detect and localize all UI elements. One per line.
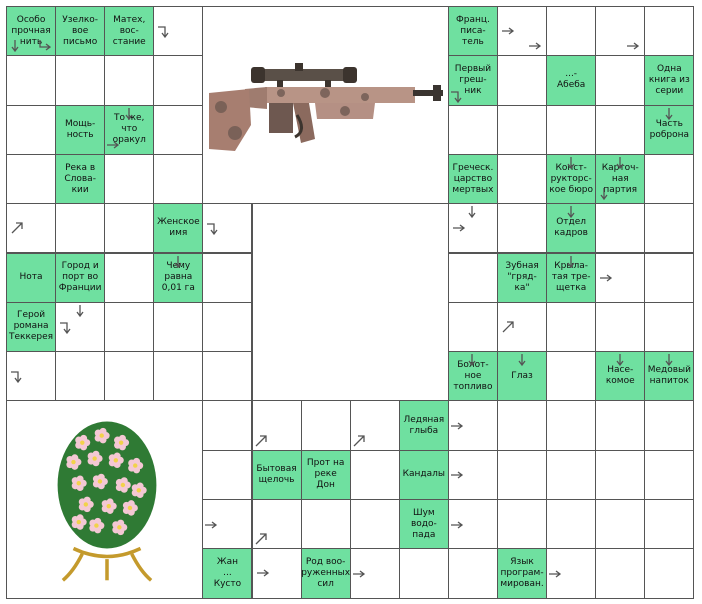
clue-cell: Первый греш- ник — [448, 55, 498, 105]
answer-cell[interactable] — [350, 548, 400, 598]
blank-block — [252, 203, 449, 401]
rifle-scope — [251, 63, 357, 88]
clue-cell: Мощь- ность — [55, 105, 105, 155]
answer-cell[interactable] — [644, 6, 694, 56]
clue-cell: Чему равна 0,01 га — [153, 253, 203, 303]
clue-cell: Прот на реке Дон — [301, 450, 351, 500]
answer-cell[interactable] — [153, 105, 203, 155]
clue-cell: Крыла- тая тре- щетка — [546, 253, 596, 303]
answer-cell[interactable] — [497, 400, 547, 450]
answer-cell[interactable] — [153, 6, 203, 56]
clue-cell: Греческ. царство мертвых — [448, 154, 498, 204]
answer-cell[interactable] — [497, 55, 547, 105]
clue-cell: Франц. писа- тель — [448, 6, 498, 56]
clue-cell: Медовый напиток — [644, 351, 694, 401]
answer-cell[interactable] — [202, 450, 252, 500]
answer-cell[interactable] — [448, 302, 498, 352]
answer-cell[interactable] — [104, 351, 154, 401]
answer-cell[interactable] — [301, 400, 351, 450]
answer-cell[interactable] — [202, 203, 252, 253]
egg-picture — [6, 400, 203, 598]
answer-cell[interactable] — [448, 203, 498, 253]
answer-cell[interactable] — [644, 450, 694, 500]
answer-cell[interactable] — [497, 450, 547, 500]
answer-cell[interactable] — [497, 154, 547, 204]
answer-cell[interactable] — [104, 203, 154, 253]
answer-cell[interactable] — [448, 450, 498, 500]
answer-cell[interactable] — [546, 400, 596, 450]
answer-cell[interactable] — [546, 105, 596, 155]
answer-cell[interactable] — [497, 302, 547, 352]
answer-cell[interactable] — [644, 253, 694, 303]
answer-cell[interactable] — [497, 499, 547, 549]
answer-cell[interactable] — [350, 499, 400, 549]
answer-cell[interactable] — [595, 105, 645, 155]
answer-cell[interactable] — [252, 499, 302, 549]
answer-cell[interactable] — [153, 154, 203, 204]
answer-cell[interactable] — [399, 548, 449, 598]
answer-cell[interactable] — [202, 499, 252, 549]
answer-cell[interactable] — [448, 548, 498, 598]
answer-cell[interactable] — [55, 55, 105, 105]
clue-cell: Конст- рукторс- кое бюро — [546, 154, 596, 204]
clue-cell: Зубная "гряд- ка" — [497, 253, 547, 303]
clue-cell: Род воо- руженных сил — [301, 548, 351, 598]
clue-cell: ...- Абеба — [546, 55, 596, 105]
clue-cell: Бытовая щелочь — [252, 450, 302, 500]
clue-cell: Жан ... Кусто — [202, 548, 252, 598]
answer-cell[interactable] — [497, 105, 547, 155]
answer-cell[interactable] — [301, 499, 351, 549]
answer-cell[interactable] — [252, 548, 302, 598]
answer-cell[interactable] — [252, 400, 302, 450]
answer-cell[interactable] — [6, 154, 56, 204]
answer-cell[interactable] — [546, 351, 596, 401]
clue-cell: Шум водо- пада — [399, 499, 449, 549]
answer-cell[interactable] — [153, 55, 203, 105]
answer-cell[interactable] — [644, 154, 694, 204]
clue-cell: Нота — [6, 253, 56, 303]
answer-cell[interactable] — [497, 203, 547, 253]
egg-stand — [63, 549, 151, 581]
answer-cell[interactable] — [595, 400, 645, 450]
clue-cell: Город и порт во Франции — [55, 253, 105, 303]
clue-cell: Глаз — [497, 351, 547, 401]
answer-cell[interactable] — [448, 499, 498, 549]
clue-cell: Насе- комое — [595, 351, 645, 401]
answer-cell[interactable] — [644, 302, 694, 352]
clue-cell: То же, что оракул — [104, 105, 154, 155]
answer-cell[interactable] — [202, 302, 252, 352]
clue-cell: Отдел кадров — [546, 203, 596, 253]
answer-cell[interactable] — [644, 548, 694, 598]
answer-cell[interactable] — [595, 499, 645, 549]
answer-cell[interactable] — [202, 351, 252, 401]
answer-cell[interactable] — [350, 400, 400, 450]
answer-cell[interactable] — [6, 55, 56, 105]
rifle-picture — [202, 6, 449, 204]
answer-cell[interactable] — [104, 154, 154, 204]
answer-cell[interactable] — [546, 450, 596, 500]
answer-cell[interactable] — [6, 351, 56, 401]
answer-cell[interactable] — [546, 499, 596, 549]
answer-cell[interactable] — [595, 253, 645, 303]
answer-cell[interactable] — [55, 351, 105, 401]
answer-cell[interactable] — [448, 253, 498, 303]
clue-cell: Женское имя — [153, 203, 203, 253]
answer-cell[interactable] — [6, 105, 56, 155]
clue-cell: Часть роброна — [644, 105, 694, 155]
answer-cell[interactable] — [448, 105, 498, 155]
answer-cell[interactable] — [6, 203, 56, 253]
answer-cell[interactable] — [55, 203, 105, 253]
answer-cell[interactable] — [202, 253, 252, 303]
clue-cell: Язык програм- мирован. — [497, 548, 547, 598]
answer-cell[interactable] — [350, 450, 400, 500]
answer-cell[interactable] — [546, 548, 596, 598]
answer-cell[interactable] — [497, 6, 547, 56]
answer-cell[interactable] — [546, 6, 596, 56]
answer-cell[interactable] — [595, 450, 645, 500]
clue-cell: Ледяная глыба — [399, 400, 449, 450]
answer-cell[interactable] — [644, 400, 694, 450]
clue-cell: Герой романа Теккерея — [6, 302, 56, 352]
answer-cell[interactable] — [153, 351, 203, 401]
clue-cell: Болот- ное топливо — [448, 351, 498, 401]
answer-cell[interactable] — [153, 302, 203, 352]
answer-cell[interactable] — [595, 203, 645, 253]
answer-cell[interactable] — [104, 253, 154, 303]
answer-cell[interactable] — [644, 203, 694, 253]
clue-cell: Матех, вос- стание — [104, 6, 154, 56]
answer-cell[interactable] — [55, 302, 105, 352]
answer-cell[interactable] — [595, 302, 645, 352]
clue-cell: Особо прочная нить — [6, 6, 56, 56]
answer-cell[interactable] — [595, 55, 645, 105]
clue-cell: Одна книга из серии — [644, 55, 694, 105]
answer-cell[interactable] — [448, 400, 498, 450]
answer-cell[interactable] — [104, 302, 154, 352]
clue-cell: Карточ- ная партия — [595, 154, 645, 204]
clue-cell: Узелко- вое письмо — [55, 6, 105, 56]
clue-cell: Река в Слова- кии — [55, 154, 105, 204]
clue-cell: Кандалы — [399, 450, 449, 500]
answer-cell[interactable] — [202, 400, 252, 450]
answer-cell[interactable] — [595, 548, 645, 598]
answer-cell[interactable] — [644, 499, 694, 549]
answer-cell[interactable] — [595, 6, 645, 56]
answer-cell[interactable] — [546, 302, 596, 352]
answer-cell[interactable] — [104, 55, 154, 105]
